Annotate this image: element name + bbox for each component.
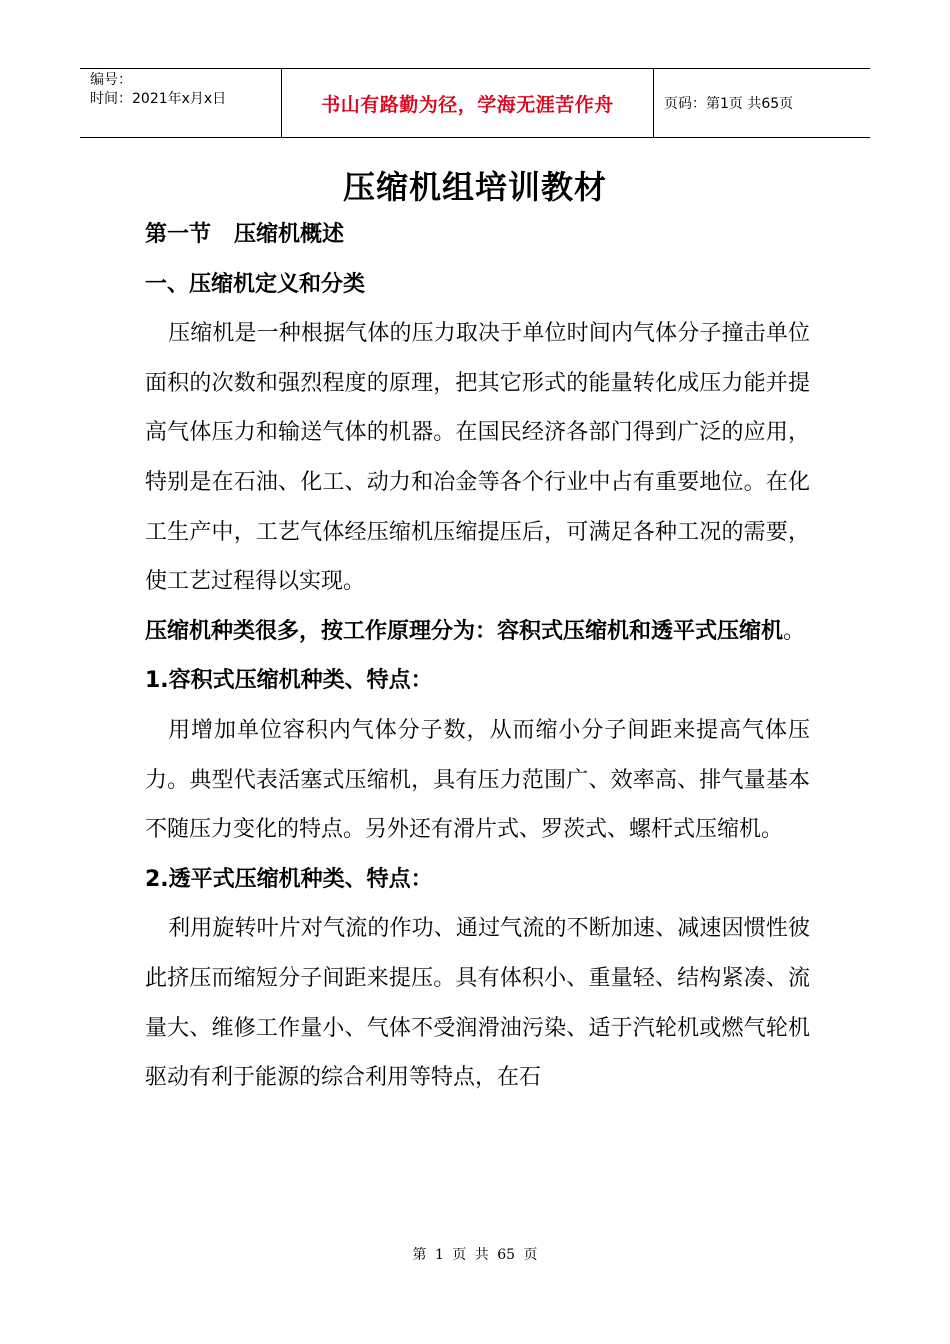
document-number: 编号： (90, 72, 132, 88)
subsection-heading: 一、压缩机定义和分类 (145, 271, 366, 297)
classification-period: 。 (783, 618, 806, 644)
document-header (80, 68, 870, 138)
paragraph-turbo: 利用旋转叶片对气流的作功、通过气流的不断加速、减速因惯性彼此挤压而缩短分子间距来提压。具有体积小、重量轻、结构紧凑、流量大、维修工作量小、气体不受润滑油污染、适于汽轮机或燃气轮机驱动有利于能源的综合利用等特点，在石 (145, 916, 810, 1091)
heading-positive-displacement: 1.容积式压缩机种类、特点： (145, 668, 433, 694)
document-time: 时间：2021年x月x日 (90, 91, 227, 107)
document-title: 压缩机组培训教材 (342, 168, 607, 206)
paragraph-positive-displacement: 用增加单位容积内气体分子数，从而缩小分子间距来提高气体压力。典型代表活塞式压缩机，具有压力范围广、效率高、排气量基本不随压力变化的特点。另外还有滑片式、罗茨式、螺杆式压缩机。 (145, 717, 810, 843)
paragraph-definition: 压缩机是一种根据气体的压力取决于单位时间内气体分子撞击单位面积的次数和强烈程度的原理，把其它形式的能量转化成压力能并提高气体压力和输送气体的机器。在国民经济各部门得到广泛的应用，特别是在石油、化工、动力和冶金等各个行业中占有重要地位。在化工生产中，工艺气体经压缩机压缩提压后，可满足各种工况的需要，使工艺过程得以实现。 (145, 321, 810, 595)
heading-turbo: 2.透平式压缩机种类、特点： (145, 866, 433, 892)
classification-text: 压缩机种类很多，按工作原理分为：容积式压缩机和透平式压缩机 (145, 618, 784, 644)
section-heading: 第一节 压缩机概述 (145, 222, 344, 247)
header-page-code: 页码：第1页 共65页 (664, 96, 794, 112)
document-body (145, 210, 810, 1103)
header-motto: 书山有路勤为径，学海无涯苦作舟 (282, 69, 654, 137)
paragraph-classification (145, 607, 810, 657)
header-meta (80, 69, 282, 137)
page-footer: 第 1 页 共 65 页 (412, 1247, 538, 1263)
